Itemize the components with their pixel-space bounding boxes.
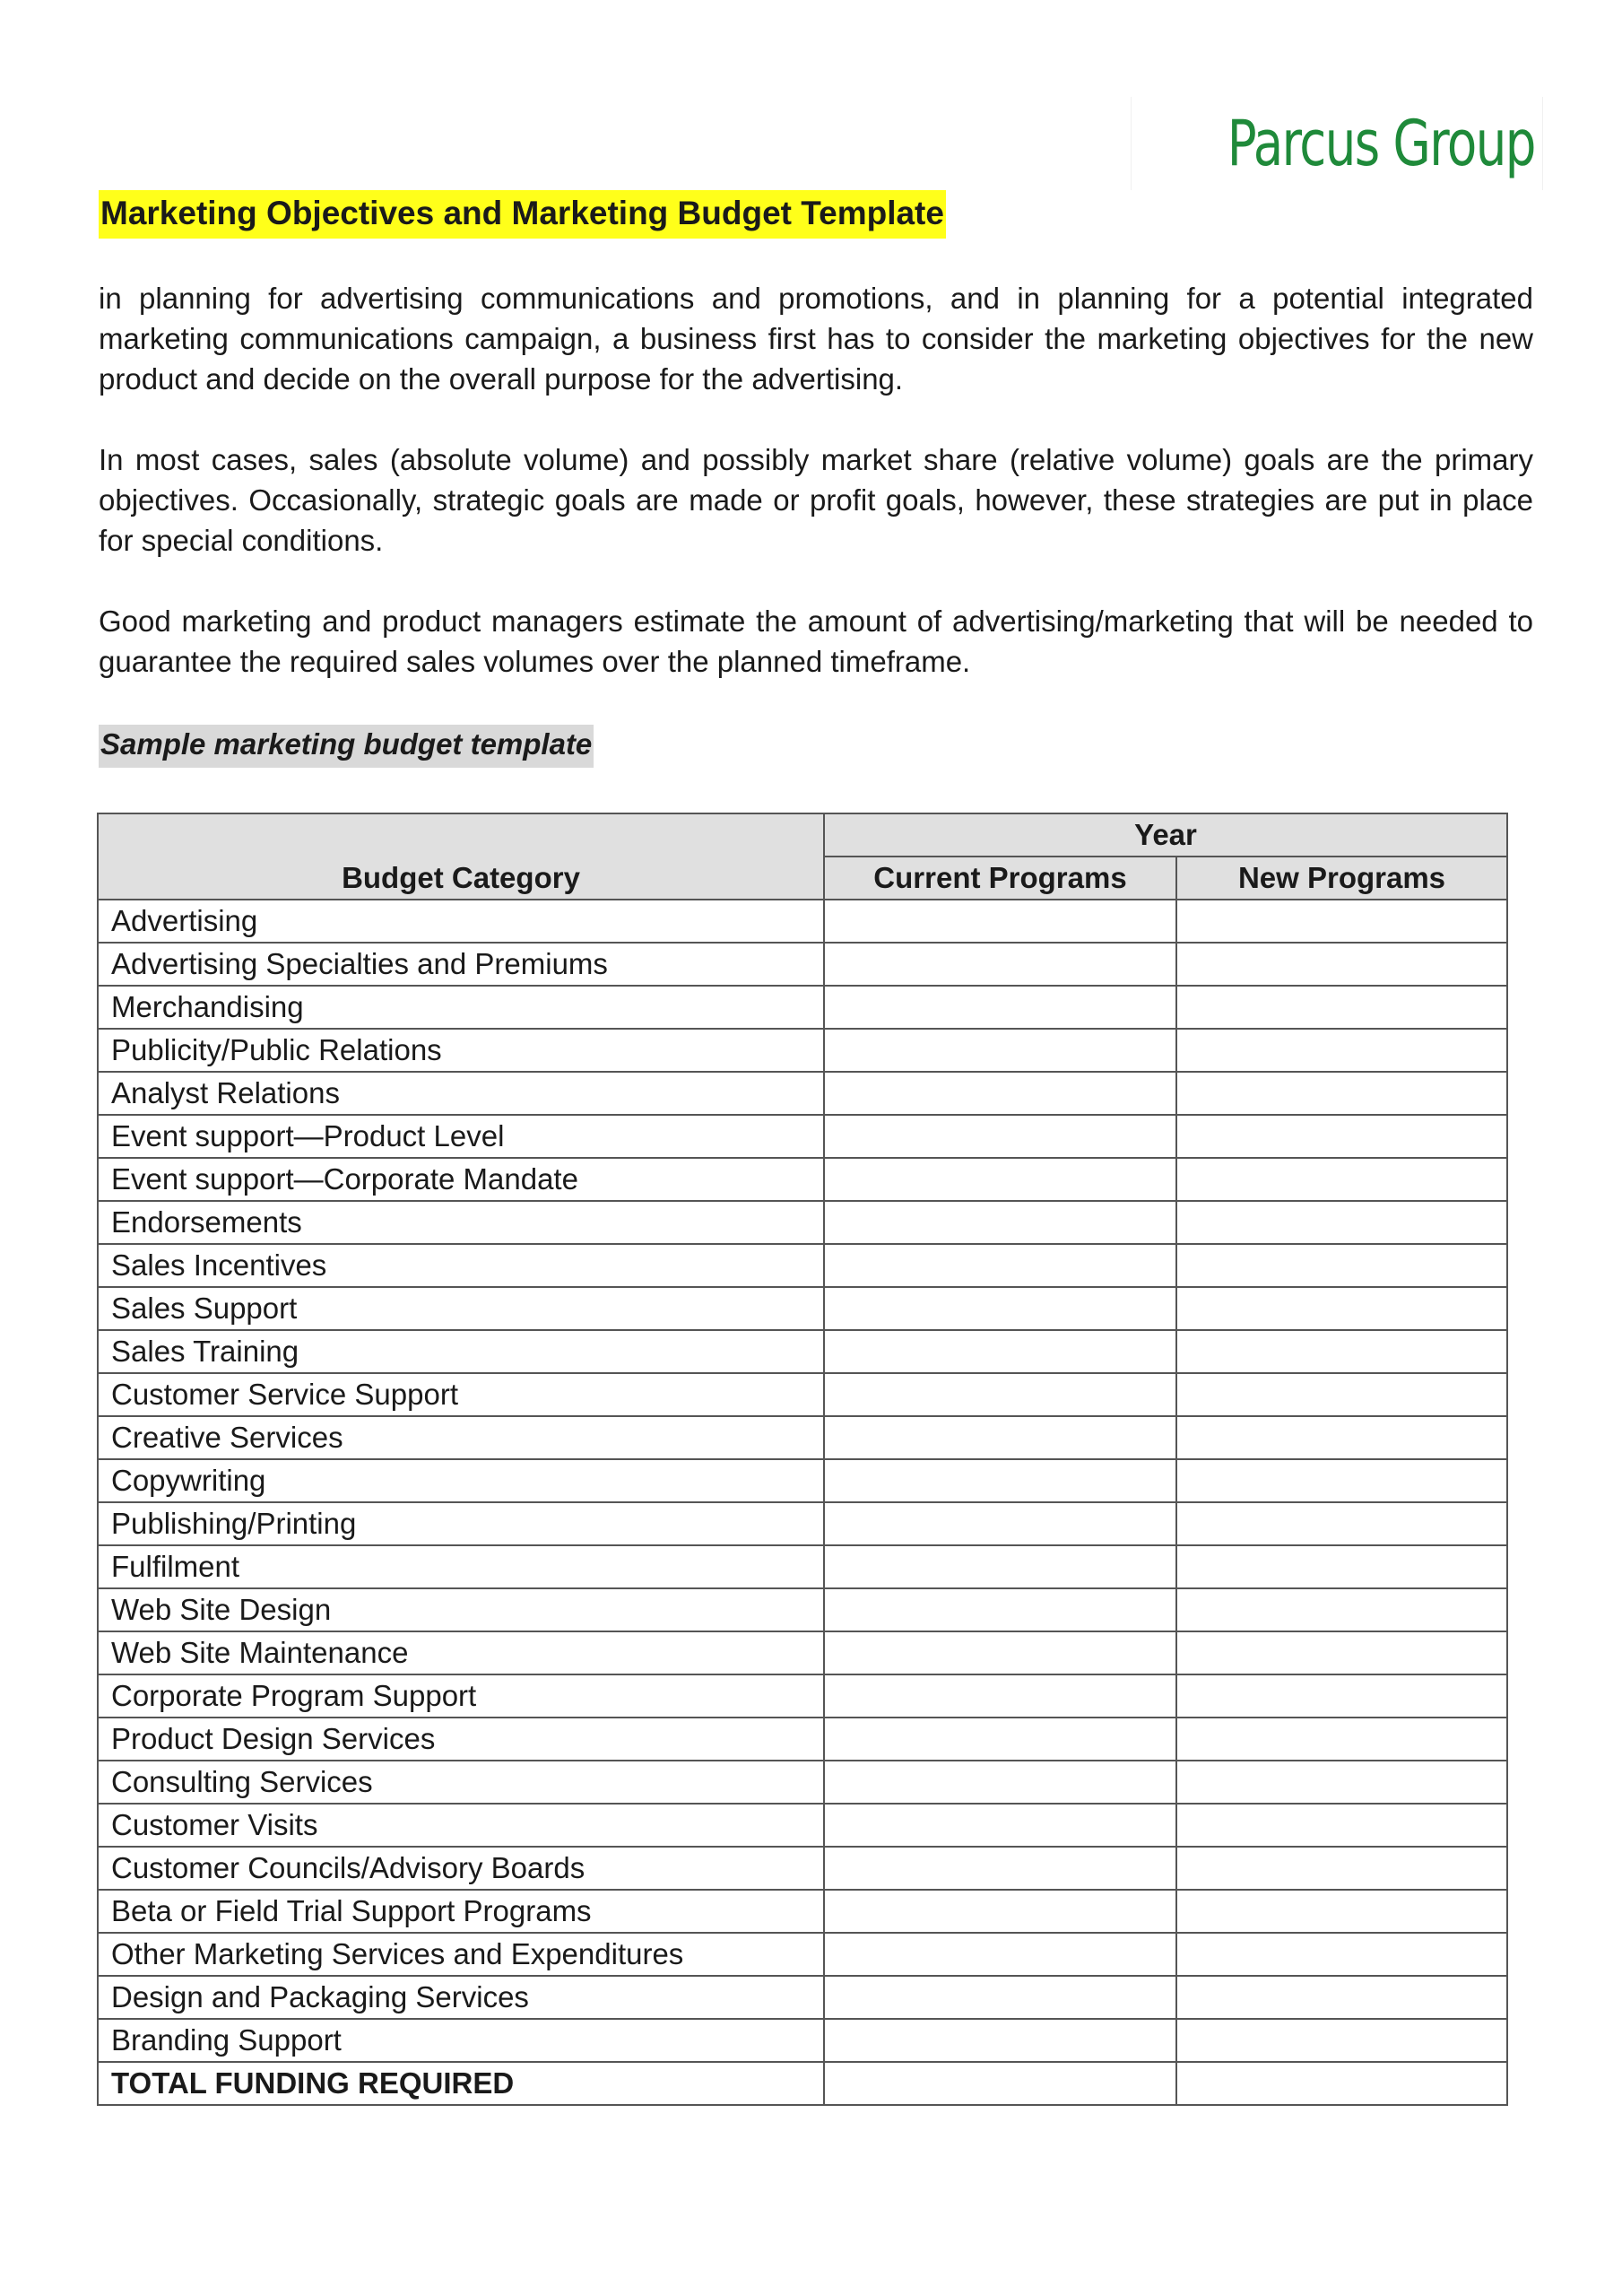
current-programs-cell[interactable] bbox=[824, 1029, 1176, 1072]
year-header: Year bbox=[824, 813, 1507, 857]
current-programs-cell[interactable] bbox=[824, 1933, 1176, 1976]
logo-text: Parcus Group bbox=[1227, 107, 1535, 180]
intro-paragraph: in planning for advertising communications and promotions, and in planning for a potential integrated marketing communications campaign, a business first has to consider the marketing objectives for the new product and decide on the overall purpose for the advertising. bbox=[99, 282, 1533, 396]
current-programs-cell[interactable] bbox=[824, 943, 1176, 986]
objectives-paragraph: In most cases, sales (absolute volume) and possibly market share (relative volume) goals are the primary objectives. Occasionally, strategic goals are made or profit goals, however, these strategies are put in place for special conditions. bbox=[99, 443, 1533, 557]
new-programs-cell[interactable] bbox=[1176, 1201, 1507, 1244]
new-programs-cell[interactable] bbox=[1176, 986, 1507, 1029]
table-row bbox=[98, 1201, 1507, 1244]
current-programs-cell[interactable] bbox=[824, 1804, 1176, 1847]
current-programs-cell[interactable] bbox=[824, 1674, 1176, 1718]
new-programs-cell[interactable] bbox=[1176, 1416, 1507, 1459]
budget-category-cell: Customer Visits bbox=[98, 1804, 824, 1847]
new-programs-cell[interactable] bbox=[1176, 1674, 1507, 1718]
table-row bbox=[98, 1287, 1507, 1330]
current-programs-cell[interactable] bbox=[824, 900, 1176, 943]
current-programs-cell[interactable] bbox=[824, 1287, 1176, 1330]
table-row bbox=[98, 2019, 1507, 2062]
document-title: Marketing Objectives and Marketing Budget Template bbox=[99, 190, 946, 239]
budget-category-cell: Beta or Field Trial Support Programs bbox=[98, 1890, 824, 1933]
new-programs-cell[interactable] bbox=[1176, 1244, 1507, 1287]
new-programs-cell[interactable] bbox=[1176, 1761, 1507, 1804]
current-programs-cell[interactable] bbox=[824, 2019, 1176, 2062]
new-programs-cell[interactable] bbox=[1176, 943, 1507, 986]
budget-category-cell: Analyst Relations bbox=[98, 1072, 824, 1115]
current-programs-cell[interactable] bbox=[824, 1244, 1176, 1287]
budget-table-body bbox=[98, 900, 1507, 2105]
current-programs-header: Current Programs bbox=[824, 857, 1176, 900]
current-programs-cell[interactable] bbox=[824, 1201, 1176, 1244]
current-programs-cell[interactable] bbox=[824, 1631, 1176, 1674]
current-programs-cell[interactable] bbox=[824, 1502, 1176, 1545]
subheading-container bbox=[99, 725, 594, 768]
table-row bbox=[98, 1976, 1507, 2019]
budget-category-cell: Event support—Corporate Mandate bbox=[98, 1158, 824, 1201]
current-programs-cell[interactable] bbox=[824, 1072, 1176, 1115]
current-programs-cell[interactable] bbox=[824, 1459, 1176, 1502]
new-programs-cell[interactable] bbox=[1176, 1545, 1507, 1588]
new-programs-cell[interactable] bbox=[1176, 1330, 1507, 1373]
new-programs-cell[interactable] bbox=[1176, 1933, 1507, 1976]
current-programs-cell[interactable] bbox=[824, 986, 1176, 1029]
budget-category-cell: Customer Service Support bbox=[98, 1373, 824, 1416]
current-programs-cell[interactable] bbox=[824, 1761, 1176, 1804]
table-row bbox=[98, 1373, 1507, 1416]
table-row bbox=[98, 1330, 1507, 1373]
new-programs-cell[interactable] bbox=[1176, 1804, 1507, 1847]
current-programs-cell[interactable] bbox=[824, 1976, 1176, 2019]
budget-category-cell: Event support—Product Level bbox=[98, 1115, 824, 1158]
new-programs-cell[interactable] bbox=[1176, 2062, 1507, 2105]
current-programs-cell[interactable] bbox=[824, 1115, 1176, 1158]
table-row bbox=[98, 1847, 1507, 1890]
table-row bbox=[98, 1933, 1507, 1976]
new-programs-cell[interactable] bbox=[1176, 1072, 1507, 1115]
table-row bbox=[98, 1459, 1507, 1502]
table-row bbox=[98, 1718, 1507, 1761]
budget-category-cell: Sales Training bbox=[98, 1330, 824, 1373]
current-programs-cell[interactable] bbox=[824, 1847, 1176, 1890]
new-programs-cell[interactable] bbox=[1176, 1502, 1507, 1545]
budget-table bbox=[97, 813, 1508, 2106]
table-row bbox=[98, 986, 1507, 1029]
budget-category-cell: Creative Services bbox=[98, 1416, 824, 1459]
new-programs-cell[interactable] bbox=[1176, 1976, 1507, 2019]
table-row bbox=[98, 1890, 1507, 1933]
new-programs-cell[interactable] bbox=[1176, 1718, 1507, 1761]
current-programs-cell[interactable] bbox=[824, 1545, 1176, 1588]
table-row bbox=[98, 1244, 1507, 1287]
table-row bbox=[98, 1416, 1507, 1459]
new-programs-cell[interactable] bbox=[1176, 2019, 1507, 2062]
budget-category-cell: Design and Packaging Services bbox=[98, 1976, 824, 2019]
budget-category-cell: Advertising bbox=[98, 900, 824, 943]
budget-category-cell: Product Design Services bbox=[98, 1718, 824, 1761]
budget-category-cell: Advertising Specialties and Premiums bbox=[98, 943, 824, 986]
budget-category-cell: Web Site Design bbox=[98, 1588, 824, 1631]
new-programs-cell[interactable] bbox=[1176, 1158, 1507, 1201]
table-row bbox=[98, 1631, 1507, 1674]
table-row bbox=[98, 1502, 1507, 1545]
new-programs-cell[interactable] bbox=[1176, 1459, 1507, 1502]
budget-category-cell: Customer Councils/Advisory Boards bbox=[98, 1847, 824, 1890]
company-logo bbox=[1131, 97, 1543, 190]
table-row bbox=[98, 1674, 1507, 1718]
new-programs-cell[interactable] bbox=[1176, 1287, 1507, 1330]
budget-category-cell: Sales Incentives bbox=[98, 1244, 824, 1287]
current-programs-cell[interactable] bbox=[824, 1373, 1176, 1416]
table-row bbox=[98, 900, 1507, 943]
current-programs-cell[interactable] bbox=[824, 1330, 1176, 1373]
new-programs-header: New Programs bbox=[1176, 857, 1507, 900]
table-row bbox=[98, 1804, 1507, 1847]
budget-category-cell: TOTAL FUNDING REQUIRED bbox=[98, 2062, 824, 2105]
new-programs-cell[interactable] bbox=[1176, 1115, 1507, 1158]
current-programs-cell[interactable] bbox=[824, 1588, 1176, 1631]
budget-category-cell: Other Marketing Services and Expenditures bbox=[98, 1933, 824, 1976]
budget-category-cell: Corporate Program Support bbox=[98, 1674, 824, 1718]
table-header-row bbox=[98, 813, 1507, 857]
table-row bbox=[98, 1158, 1507, 1201]
budget-category-header: Budget Category bbox=[98, 813, 824, 900]
new-programs-cell[interactable] bbox=[1176, 1890, 1507, 1933]
budget-category-cell: Publishing/Printing bbox=[98, 1502, 824, 1545]
budget-category-cell: Web Site Maintenance bbox=[98, 1631, 824, 1674]
budget-category-cell: Consulting Services bbox=[98, 1761, 824, 1804]
table-row bbox=[98, 1072, 1507, 1115]
current-programs-cell[interactable] bbox=[824, 1890, 1176, 1933]
budget-category-cell: Publicity/Public Relations bbox=[98, 1029, 824, 1072]
budget-category-cell: Branding Support bbox=[98, 2019, 824, 2062]
table-row bbox=[98, 1545, 1507, 1588]
current-programs-cell[interactable] bbox=[824, 2062, 1176, 2105]
table-row bbox=[98, 1761, 1507, 1804]
current-programs-cell[interactable] bbox=[824, 1416, 1176, 1459]
new-programs-cell[interactable] bbox=[1176, 1373, 1507, 1416]
estimate-paragraph: Good marketing and product managers estimate the amount of advertising/marketing that will be needed to guarantee the required sales volumes over the planned timeframe. bbox=[99, 604, 1533, 678]
budget-category-cell: Sales Support bbox=[98, 1287, 824, 1330]
table-subheading: Sample marketing budget template bbox=[99, 725, 594, 768]
new-programs-cell[interactable] bbox=[1176, 900, 1507, 943]
new-programs-cell[interactable] bbox=[1176, 1588, 1507, 1631]
new-programs-cell[interactable] bbox=[1176, 1631, 1507, 1674]
budget-category-cell: Merchandising bbox=[98, 986, 824, 1029]
budget-category-cell: Fulfilment bbox=[98, 1545, 824, 1588]
table-row bbox=[98, 1588, 1507, 1631]
budget-category-cell: Endorsements bbox=[98, 1201, 824, 1244]
title-container bbox=[99, 190, 946, 239]
new-programs-cell[interactable] bbox=[1176, 1847, 1507, 1890]
current-programs-cell[interactable] bbox=[824, 1718, 1176, 1761]
table-row bbox=[98, 1115, 1507, 1158]
budget-category-cell: Copywriting bbox=[98, 1459, 824, 1502]
table-row bbox=[98, 1029, 1507, 1072]
table-row bbox=[98, 943, 1507, 986]
current-programs-cell[interactable] bbox=[824, 1158, 1176, 1201]
new-programs-cell[interactable] bbox=[1176, 1029, 1507, 1072]
total-row bbox=[98, 2062, 1507, 2105]
